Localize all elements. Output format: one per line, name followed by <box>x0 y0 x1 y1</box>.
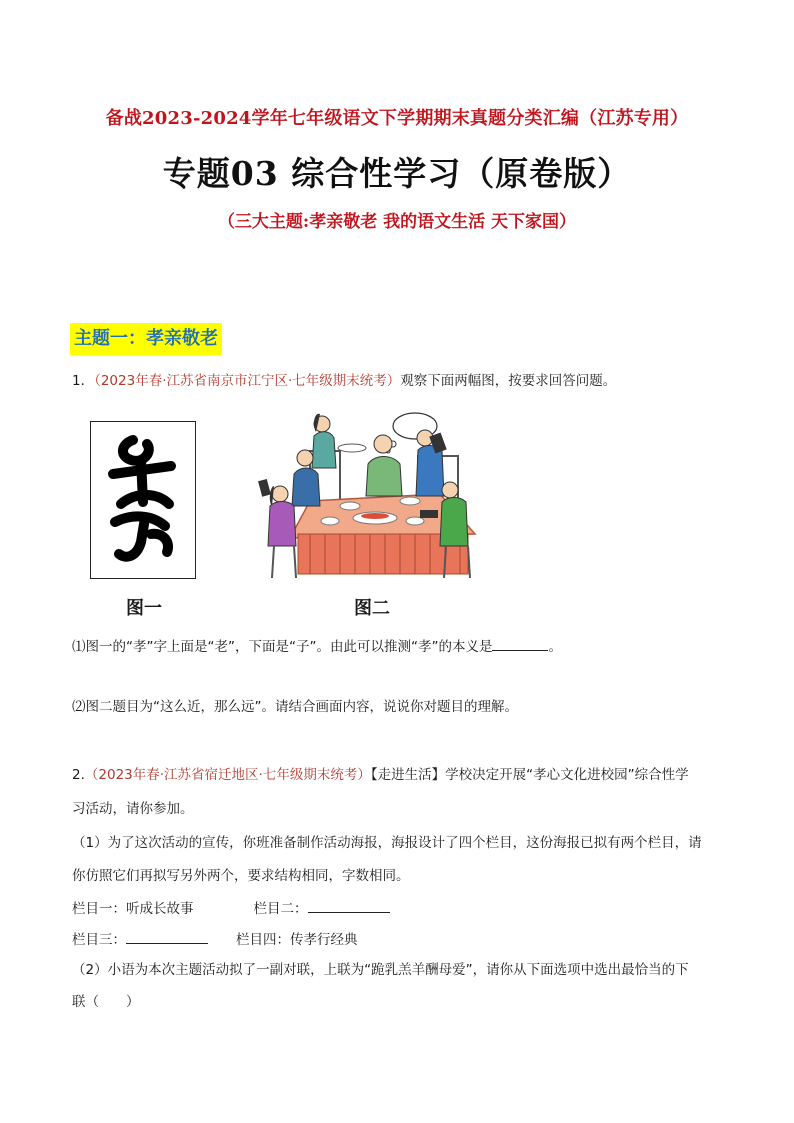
q1-prompt: 观察下面两幅图，按要求回答问题。 <box>400 373 617 389</box>
q2-part2-line2: 联（ ） <box>72 994 140 1010</box>
q1-part1-end: 。 <box>548 639 562 655</box>
q2-intro: 【走进生活】学校决定开展“孝心文化进校园”综合性学 <box>370 767 689 783</box>
q1-source: （2023年春·江苏省南京市江宁区·七年级期末统考） <box>94 373 401 389</box>
q2-column-row1 <box>72 898 390 919</box>
q1-part2: ⑵图二题目为“这么近，那么远”。请结合画面内容，说说你对题目的理解。 <box>72 699 518 715</box>
q2-part1-line1: （1）为了这次活动的宣传，你班准备制作活动海报，海报设计了四个栏目，这份海报已拟有两个栏目，请 <box>72 835 702 851</box>
series-title: 备战2023-2024学年七年级语文下学期期末真题分类汇编（江苏专用） <box>105 108 689 129</box>
figure-1-label: 图一 <box>126 598 162 619</box>
q2-stem <box>72 765 689 785</box>
column-3-label: 栏目三： <box>72 932 126 948</box>
q2-number: 2. <box>72 767 85 783</box>
column-2-label: 栏目二： <box>253 901 308 917</box>
q2-part1-line2: 你仿照它们再拟写另外两个，要求结构相同，字数相同。 <box>72 868 410 884</box>
q1-number: 1． <box>72 373 95 389</box>
column-1: 栏目一：听成长故事 <box>72 901 194 917</box>
topic-title: 专题03 综合性学习（原卷版） <box>162 154 632 193</box>
q2-column-row2 <box>72 929 358 950</box>
q2-part2-line1: （2）小语为本次主题活动拟了一副对联，上联为“跪乳羔羊酬母爱”，请你从下面选项中选出最恰当的下 <box>72 962 689 978</box>
q2-intro-line2: 习活动，请你参加。 <box>72 801 194 817</box>
figure-2-family-illustration <box>250 406 490 582</box>
q1-part1 <box>72 636 562 657</box>
figure-2-label: 图二 <box>354 598 390 619</box>
theme-heading: 主题一：孝亲敬老 <box>70 323 222 355</box>
column-2-answer-blank[interactable] <box>308 898 390 913</box>
q1-stem <box>72 371 616 391</box>
q1-part1-answer-blank[interactable] <box>492 636 548 651</box>
subtopics-line: （三大主题:孝亲敬老 我的语文生活 天下家国） <box>217 212 577 232</box>
figure-1-seal-character <box>90 421 196 579</box>
q2-source: （2023年春·江苏省宿迁地区·七年级期末统考） <box>84 767 371 783</box>
q1-part1-text: ⑴图一的“孝”字上面是“老”，下面是“子”。由此可以推测“孝”的本义是 <box>72 639 493 655</box>
column-3-answer-blank[interactable] <box>126 929 208 944</box>
column-4: 栏目四：传孝行经典 <box>236 932 358 948</box>
seal-xiao-glyph-icon <box>91 422 194 577</box>
